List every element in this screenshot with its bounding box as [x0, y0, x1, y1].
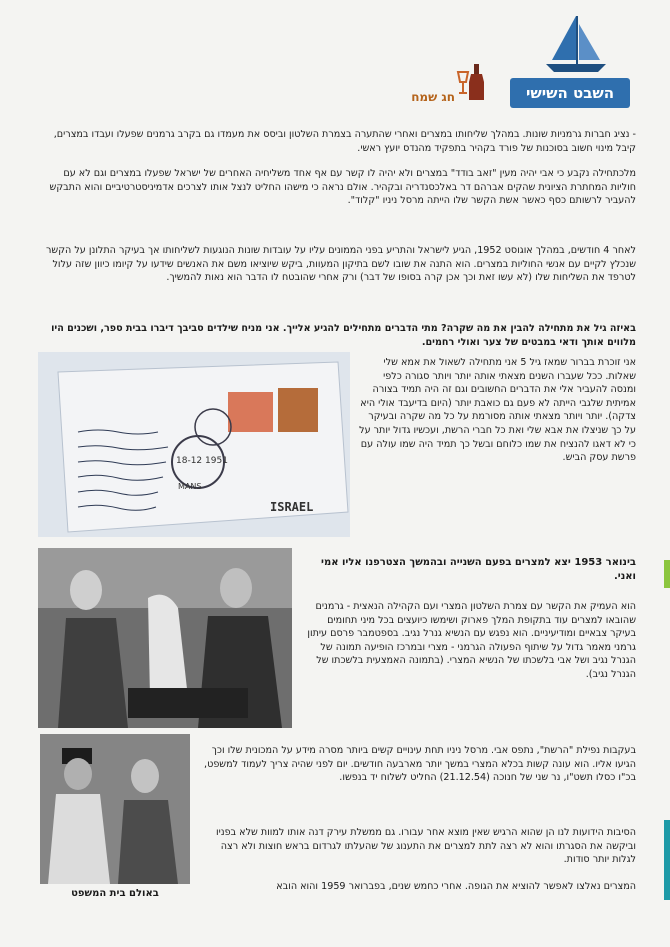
- paragraph-lone-wolf: מלכתחילה נקבע כי אבי יהיה מעין "זאב בודד" במצרים ולא יהיה לו קשר עם אף אחד משליחיה האחרים של ישראל שפעלו במצרים וגם לא עם חוליות המחתרת הציונית שהקים אברהם דר באלכסנדריה ובקהיר. אולם נראה כי מישהו החליט לנצל אותו לצרכים אדמיניסטרטיביים והוא התבקש להעביר לרשותם כסף כאשר אשת הקשר שלו הייתה מרסל ניניו "קלוד".: [49, 168, 636, 207]
- magazine-title-banner: השבט השישי: [510, 78, 630, 108]
- courtroom-caption: באולם בית המשפט: [71, 888, 159, 899]
- courtroom-illustration: [40, 734, 190, 884]
- paragraph-naguib: הוא העמיק את הקשר עם צמרת השלטון המצרי ועם הקהילה הנאצית - גרמנים שהובאו למצרים עוד בתקופת המלך פארוק ושימשו כיועצים בכל מיני תחומים בעיקר צבאיים ומודיעיניים. הוא נפגש עם הנשיא גנרל נגיב. בספטמבר פרסם עיתון גרמני מאמר גדול על שיתוף הפעולה הגרמני - מצרי ובמרכז הופיעה תמונה של הגנרל נגיב ושל אבי בלשכתו של הנשיא המצרי. (בתמונה האמצעית בלשכתו של הגנרל נגיב).: [307, 601, 636, 680]
- naguib-office-photo: [38, 548, 292, 728]
- paragraph-intro: - נציג חברות גרמניות שונות. במהלך שליחותו במצרים ואחרי שהתערה בצמרת השלטון וביסס את מעמדו גם בקרב גרמנים שפעלו ועבדו במצרים, קיבל מינוי חשוב בסוכנות של פורד בקהיר בתפקיד מהנדס יועץ ראשי.: [53, 129, 636, 154]
- paragraph-memory: אני זוכרת בברור שמאז גיל 5 אני מתחילה לשאול את אמא שלי שאלות. ככל שעברו השנים מצאתי אותה יותר ויותר סגורה כלפי ומנסה להעביר אלי את הדברים החשובים וגם זה היה תמיד בצורה אמיתית שלגבי הייתה לא פעם גם כואבת יותר (היום בדיעבד אולי היא צדקה). יותר ויותר מצאתי אותה מסורמת על כל מה שקרה ובעיקר על כך שניצלו את אבא שלי ואת כל חברי הרשת, ועכשיו גדול יותר על כי לא דאגו להנציח את שמו כלוחם ובשל כך תמיד היה שמו עולה עם פרשת עסק הביש.: [359, 357, 636, 464]
- courtroom-photo: [40, 734, 190, 884]
- stamp-city: MANS: [178, 482, 202, 491]
- envelope-photo: [38, 352, 350, 537]
- paragraph-reasons: הסיבות הידועות לנו הן שהוא הרגיש שאין מוצא אחר עבורו. גם ממשלת עירק דנה אותו למוות שלא בפניו וביקשה את הסגרתו והוא לא רצה לתת למצרים את התענוג של שהעלתו לגרדום בראש חוצות ולא רצה לגלות יותר סודות.: [215, 827, 636, 866]
- wine-bottle-icon: [456, 62, 490, 102]
- paragraph-arrest: בעקבות נפילת "הרשת", נתפס אבי. מרסל ניניו תחת עינויים קשים ביותר מסרה מידע על המכונית שלו וכך הגיעו אליו. הוא עונה קשות בכלא המצרי במשך יותר מארבעה חודשים. יום לפני שהיה צריך לעמוד למשפט, בכ"ו כסלו תשט"ו, נר שני של חנוכה (21.12.54) החליט לשלוח יד בנפשו.: [204, 745, 636, 784]
- postmark-date: 18-12 1951: [176, 456, 228, 466]
- decorative-strip-top: [664, 560, 670, 588]
- interview-question: באיזה גיל את מתחילה להבין את מה שקרה? מתי הדברים מתחילים להגיע אלייך. אני מניח שילדים סביבך דיברו בבית ספר, ושכנים היו מלווים אותך ודאי במבטים של צער ואולי רחמים.: [51, 323, 636, 348]
- festival-greeting: חג שמח: [411, 90, 455, 104]
- paragraph-return-1952: לאחר 4 חודשים, במהלך אוגוסט 1952, הגיע לישראל והתריע בפני הממונים עליו על עובדות שונות הנוגעות לשליחותו אך בעיקר התלונן על הקשר שנכלץ לקיים עם אנשי החוליות במצרים. הוא התנה את שובו לשם בתיקון המעוות, ביקש שיוציאו משם את האנשים שידעו על קיומו כיוון שזה עלול לטרפד את השליחות שלו (לא עשו זאת וכך אכן קרה בסופו של דבר) ורק אחרי שהובטח לו הדבר הוא נאות להמשיך.: [46, 245, 636, 284]
- paragraph-body-return: המצרים נאלצו לאפשר להוציא את הגופה. אחרי כחמש שנים, בפברואר 1959 והוא הובא: [276, 881, 636, 892]
- sailboat-icon: [540, 14, 610, 74]
- office-illustration: [38, 548, 292, 728]
- section-heading-1953: בינואר 1953 יצא למצרים בפעם השנייה ובהמשך הצטרפנו אליו אמי ואני.: [321, 557, 636, 582]
- destination-label: ISRAEL: [270, 500, 314, 514]
- decorative-strip-bottom: [664, 820, 670, 900]
